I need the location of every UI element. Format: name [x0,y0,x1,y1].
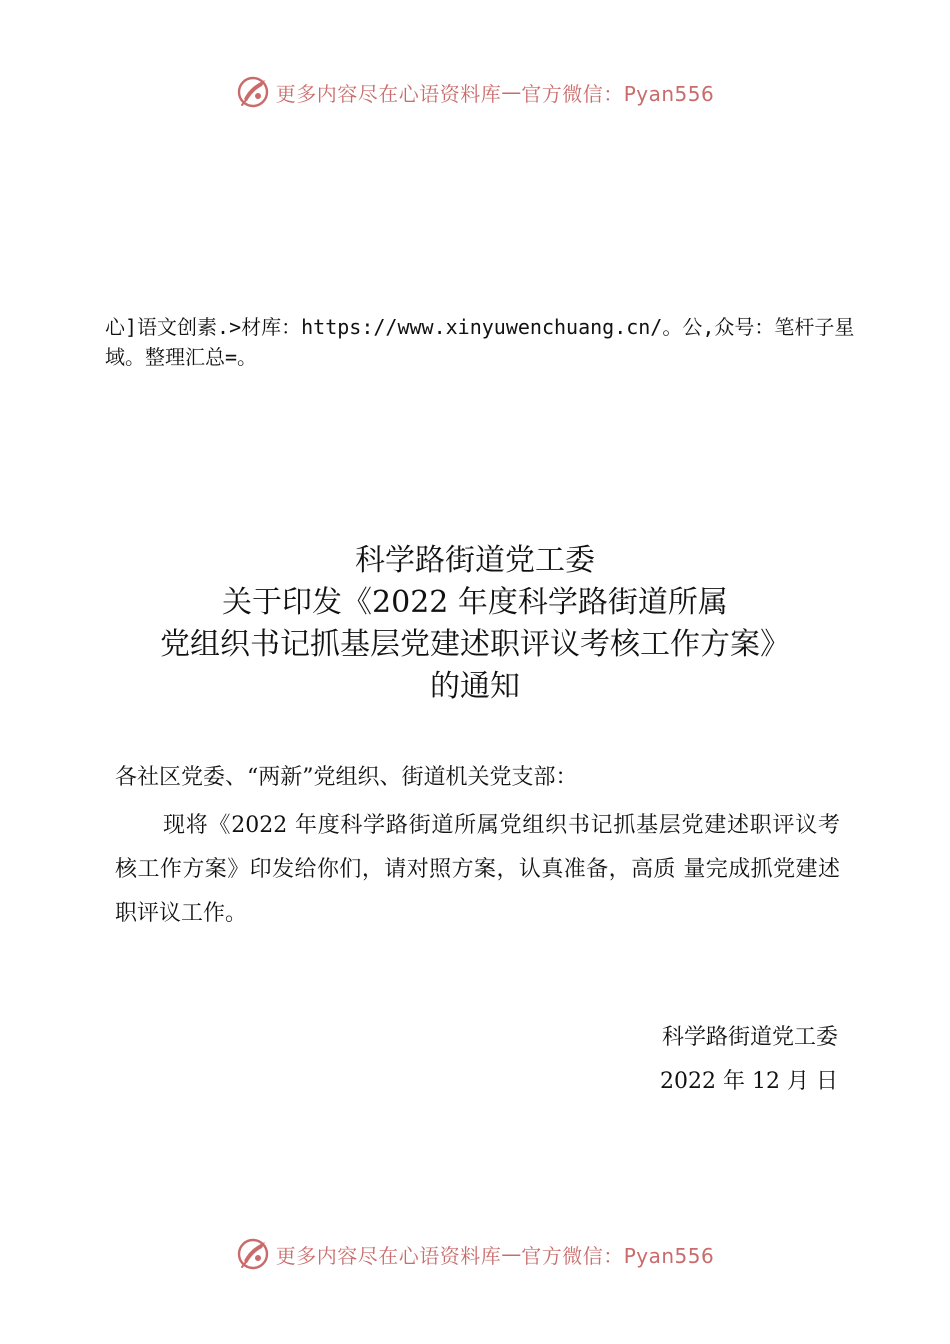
pen-circle-icon [236,75,270,109]
body-paragraph: 现将《2022 年度科学路街道所属党组织书记抓基层党建述职评议考核工作方案》印发给你们，请对照方案，认真准备，高质 量完成抓党建述职评议工作。 [115,813,840,926]
footer-watermark [0,1234,950,1274]
pen-circle-icon [236,1237,270,1271]
signature-org: 科学路街道党工委 [661,1025,838,1050]
signature-block [660,1016,838,1104]
title-line-1: 科学路街道党工委 [355,543,595,578]
header-watermark [0,72,950,112]
title-line-3: 党组织书记抓基层党建述职评议考核工作方案》 [160,627,790,662]
watermark-contact: 官方微信：Pyan556 [521,81,715,106]
title-line-2: 关于印发《2022 年度科学路街道所属 [222,585,728,620]
title-line-4: 的通知 [430,669,520,704]
source-note: 心]语文创素.>材库：https://www.xinyuwenchuang.cn/。公,众号：笔杆子星域。整理汇总=。 [105,315,855,369]
watermark-contact: 官方微信：Pyan556 [521,1243,715,1268]
watermark-separator: — [501,1242,522,1266]
watermark-text: 更多内容尽在心语资料库 [275,1243,502,1268]
salutation: 各社区党委、“两新”党组织、街道机关党支部： [115,765,578,790]
document-title [0,540,950,708]
watermark-separator: — [501,80,522,104]
signature-date: 2022 年 12 月 日 [660,1069,838,1094]
watermark-text: 更多内容尽在心语资料库 [275,81,502,106]
